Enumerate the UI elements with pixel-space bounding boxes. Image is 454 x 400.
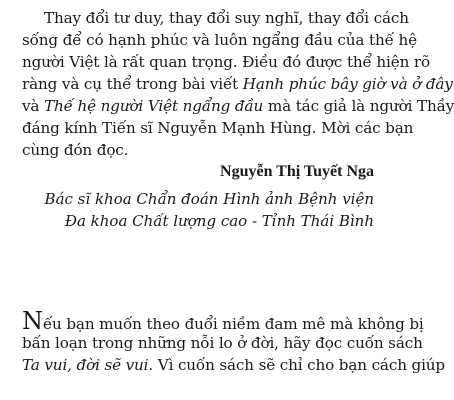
intro-line-4-text: ràng và cụ thể trong bài viết <box>22 75 243 93</box>
intro-line-5-start: và <box>22 97 45 115</box>
second-line-1 <box>22 307 424 335</box>
second-line-3-text: . Vì cuốn sách sẽ chỉ cho bạn cách giúp <box>148 356 445 374</box>
second-line-3 <box>22 356 445 374</box>
intro-line-5-end: mà tác giả là người Thầy <box>263 97 454 115</box>
intro-line-4 <box>22 75 453 93</box>
book-title: Ta vui, đời sẽ vui <box>22 356 149 374</box>
intro-line-5 <box>22 97 454 115</box>
article-title-2: Thế hệ người Việt ngẩng đầu <box>44 97 264 115</box>
signature-affiliation-1: Bác sĩ khoa Chẩn đoán Hình ảnh Bệnh viện <box>44 190 374 208</box>
article-title-1: Hạnh phúc bây giờ và ở đây <box>242 75 453 93</box>
intro-line-6: đáng kính Tiến sĩ Nguyễn Mạnh Hùng. Mời các bạn <box>22 119 414 137</box>
intro-line-7: cùng đón đọc. <box>22 141 129 159</box>
second-line-1-text: ếu bạn muốn theo đuổi niềm đam mê mà không bị <box>42 315 424 333</box>
intro-line-1: Thay đổi tư duy, thay đổi suy nghĩ, thay đổi cách <box>44 9 409 27</box>
drop-cap: N <box>22 307 43 335</box>
intro-line-3: người Việt là rất quan trọng. Điều đó được thể hiện rõ <box>22 53 430 71</box>
signature-affiliation-2: Đa khoa Chất lượng cao - Tỉnh Thái Bình <box>64 212 374 230</box>
second-line-2: bấn loạn trong những nỗi lo ở đời, hãy đọc cuốn sách <box>22 334 423 352</box>
signature-name: Nguyễn Thị Tuyết Nga <box>220 163 374 180</box>
intro-line-2: sống để có hạnh phúc và luôn ngẩng đầu của thế hệ <box>22 31 417 49</box>
